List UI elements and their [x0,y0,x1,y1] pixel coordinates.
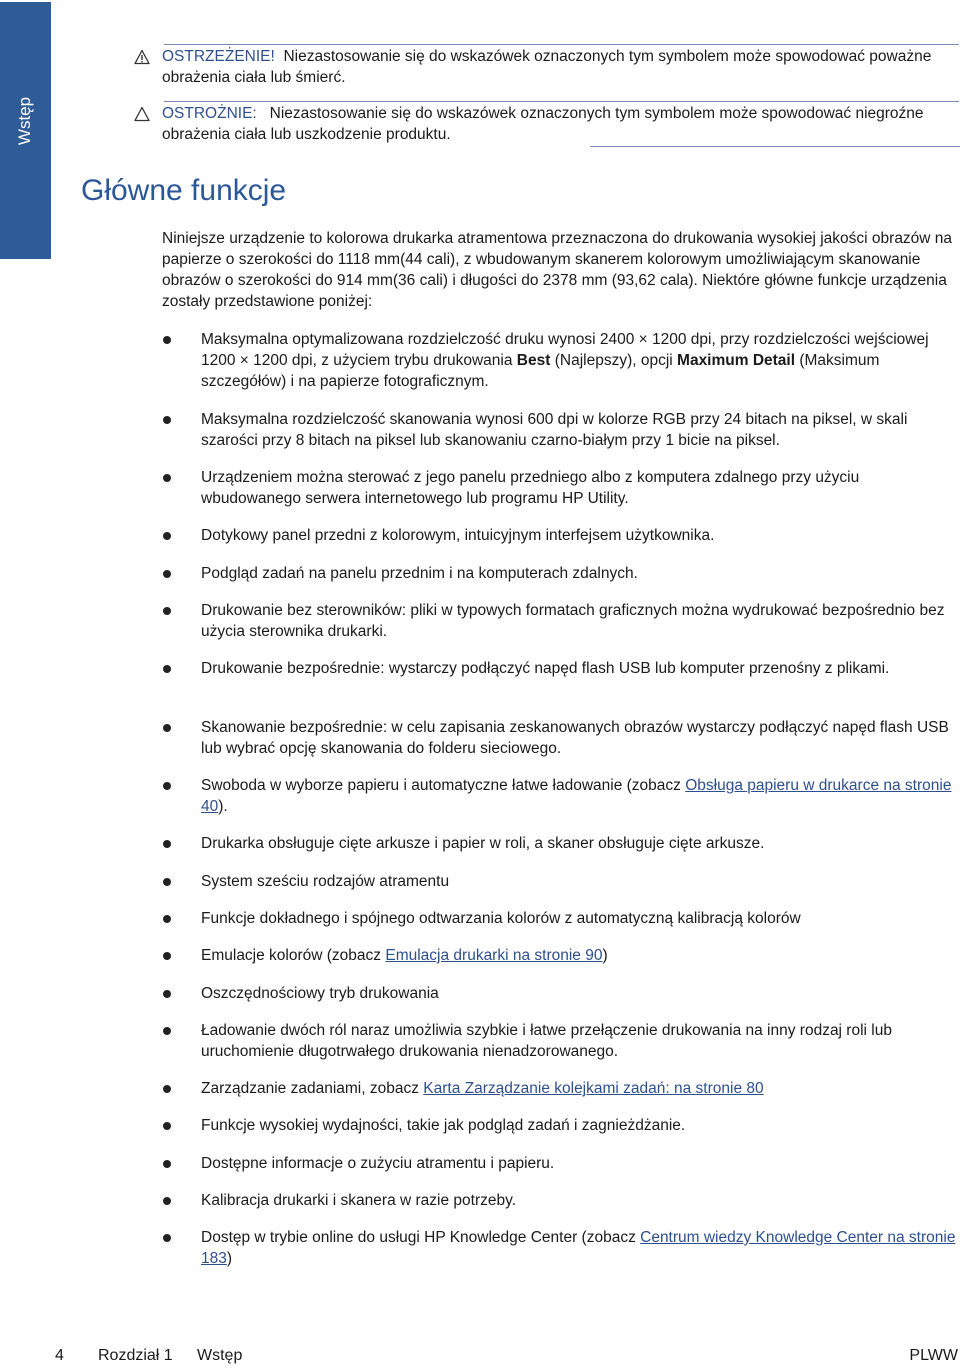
warning-keyword: OSTRZEŻENIE! [162,48,275,65]
bullet-icon [163,1085,171,1093]
bullet-icon [163,336,171,344]
feature-text: Urządzeniem można sterować z jego panelu przedniego albo z komputera zdalnego przy użyciu wbudowanego serwera internetowego lub programu HP Utility. [201,469,860,507]
feature-text: Funkcje dokładnego i spójnego odtwarzania kolorów z automatyczną kalibracją kolorów [201,910,801,927]
bullet-icon [163,1122,171,1130]
caution-divider [164,101,959,102]
feature-text: Drukowanie bez sterowników: pliki w typowych formatach graficznych można wydrukować bezpośrednio bez użycia sterownika drukarki. [201,602,945,640]
bullet-icon [163,915,171,923]
caution-keyword: OSTROŻNIE: [162,105,257,122]
brand-code: PLWW [909,1347,958,1364]
bullet-icon [163,1234,171,1242]
feature-text: Oszczędnościowy tryb drukowania [201,985,439,1002]
feature-text: Podgląd zadań na panelu przednim i na komputerach zdalnych. [201,565,638,582]
feature-text: Maksymalna rozdzielczość skanowania wynosi 600 dpi w kolorze RGB przy 24 bitach na piksel, w skali szarości przy 8 bitach na piksel lub skanowaniu czarno-białym przy 1 bicie na piksel. [201,411,908,449]
feature-bold-best: Best [516,352,551,369]
section-heading: Główne funkcje [81,174,287,207]
warning-divider [164,44,959,45]
link-knowledge-center[interactable]: Centrum wiedzy Knowledge Center na stronie 183 [201,1229,956,1267]
feature-text: Maksymalna optymalizowana rozdzielczość druku wynosi 2400 × 1200 dpi, przy rozdzielczości wejściowej 1200 × 1200 dpi, z użyciem trybu drukowania [201,331,929,369]
bullet-icon [163,782,171,790]
feature-text: Ładowanie dwóch ról naraz umożliwia szybkie i łatwe przełączenie drukowania na inny rodzaj roli lub uruchomienie długotrwałego drukowania nienadzorowanego. [201,1022,892,1060]
bullet-icon [163,878,171,886]
caution-triangle-icon [134,106,150,122]
feature-text-post: (Maksimum szczegółów) i na papierze fotograficznym. [201,352,880,390]
feature-text: Emulacje kolorów (zobacz [201,947,386,964]
feature-text-post: ) [602,947,608,964]
intro-paragraph: Niniejsze urządzenie to kolorowa drukarka atramentowa przeznaczona do drukowania wysokiej jakości obrazów na papierze o szerokości do 1118 mm(44 cali), z wbudowanym skanerem kolorowym umożliwiającym skanowanie obrazów o szerokości do 914 mm(36 cali) i długości do 2378 mm (93,62 cala). Niektóre główne funkcje urządzenia zostały przedstawione poniżej: [162,230,953,310]
bullet-icon [163,474,171,482]
feature-text: System sześciu rodzajów atramentu [201,873,450,890]
bullet-icon [163,1027,171,1035]
bullet-icon [163,570,171,578]
link-job-queue[interactable]: Karta Zarządzanie kolejkami zadań: na stronie 80 [423,1080,764,1097]
warning-text: Niezastosowanie się do wskazówek oznaczonych tym symbolem może spowodować poważne obrażenia ciała lub śmierć. [162,48,932,86]
feature-text: Drukowanie bezpośrednie: wystarczy podłączyć napęd flash USB lub komputer przenośny z plikami. [201,660,890,677]
bullet-icon [163,607,171,615]
feature-text: Kalibracja drukarki i skanera w razie potrzeby. [201,1192,517,1209]
bullet-icon [163,532,171,540]
feature-text: Dotykowy panel przedni z kolorowym, intuicyjnym interfejsem użytkownika. [201,527,715,544]
link-paper-handling[interactable]: Obsługa papieru w drukarce na stronie 40 [201,777,952,815]
feature-text: Funkcje wysokiej wydajności, takie jak podgląd zadań i zagnieżdżanie. [201,1117,686,1134]
caution-bottom-divider [590,146,960,147]
feature-text: Drukarka obsługuje cięte arkusze i papier w roli, a skaner obsługuje cięte arkusze. [201,835,765,852]
side-tab [0,2,51,259]
bullet-icon [163,1160,171,1168]
bullet-icon [163,724,171,732]
chapter-title: Wstęp [197,1347,243,1364]
feature-text: Swoboda w wyborze papieru i automatyczne łatwe ładowanie (zobacz [201,777,686,794]
feature-text-post: ) [226,1250,233,1267]
side-tab-label: Wstęp [15,96,34,146]
feature-text-mid: (Najlepszy), opcji [550,352,678,369]
bullet-icon [163,416,171,424]
chapter-label: Rozdział 1 [98,1347,173,1364]
page-number: 4 [55,1347,64,1364]
link-printer-emulation[interactable]: Emulacja drukarki na stronie 90 [385,947,603,964]
feature-text: Skanowanie bezpośrednie: w celu zapisania zeskanowanych obrazów wystarczy podłączyć napęd flash USB lub wybrać opcję skanowania do folderu sieciowego. [201,719,949,757]
caution-text: Niezastosowanie się do wskazówek oznaczonych tym symbolem może spowodować niegroźne obrażenia ciała lub uszkodzenie produktu. [162,105,924,143]
feature-text: Zarządzanie zadaniami, zobacz [201,1080,424,1097]
bullet-icon [163,1197,171,1205]
bullet-icon [163,840,171,848]
bullet-icon [163,665,171,673]
feature-text: Dostęp w trybie online do usługi HP Knowledge Center (zobacz [201,1229,641,1246]
bullet-icon [163,952,171,960]
feature-text: Dostępne informacje o zużyciu atramentu i papieru. [201,1155,555,1172]
warning-triangle-icon [134,49,150,65]
feature-text-post: ). [218,798,228,815]
feature-bold-maximum-detail: Maximum Detail [677,352,796,369]
bullet-icon [163,990,171,998]
